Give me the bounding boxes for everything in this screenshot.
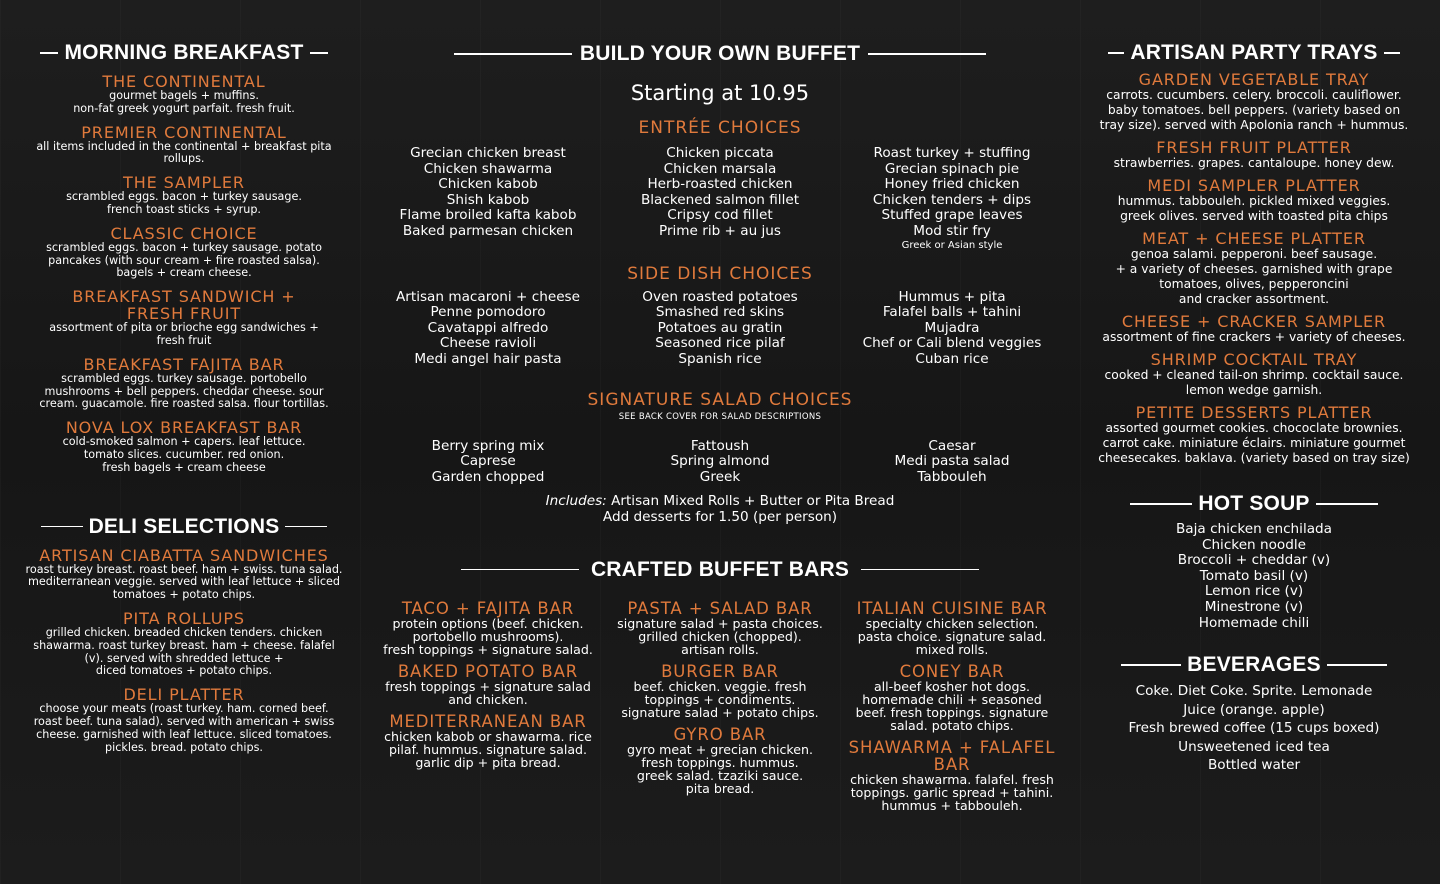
menu-section bbox=[22, 686, 346, 754]
description-line: scrambled eggs. turkey sausage. portobello bbox=[61, 371, 307, 385]
description-line: shawarma. roast turkey breast. ham + cheese. falafel bbox=[33, 638, 335, 652]
hot-soup-header bbox=[1094, 492, 1414, 516]
morning-breakfast-title: MORNING BREAKFAST bbox=[64, 41, 304, 64]
side-dish-item: Chef or Cali blend veggies bbox=[862, 335, 1042, 352]
section-name: PASTA + SALAD BAR bbox=[627, 598, 813, 618]
description-line: mixed rolls. bbox=[915, 641, 989, 657]
section-name: THE CONTINENTAL bbox=[102, 72, 266, 91]
section-name: CLASSIC CHOICE bbox=[110, 223, 258, 243]
description-line: assorted gourmet cookies. chococlate brownies. bbox=[1105, 421, 1403, 435]
section-name: FRESH FRUIT PLATTER bbox=[1156, 138, 1352, 157]
description-line: signature salad + potato chips. bbox=[621, 704, 819, 720]
section-description bbox=[22, 191, 346, 217]
entree-item: Flame broiled kafta kabob bbox=[399, 207, 577, 224]
desserts-text: Add desserts for 1.50 (per person) bbox=[602, 508, 838, 525]
description-line: grilled chicken. breaded chicken tenders. chicken bbox=[45, 625, 323, 639]
soup-item: Chicken noodle bbox=[1201, 536, 1307, 553]
section-name: PETITE DESSERTS PLATTER bbox=[1135, 403, 1373, 422]
description-line: protein options (beef. chicken. bbox=[392, 615, 584, 631]
description-line: grilled chicken (chopped). bbox=[638, 628, 802, 644]
description-line: fresh toppings + signature salad bbox=[385, 678, 591, 694]
section-description bbox=[836, 773, 1068, 812]
menu-section bbox=[1094, 71, 1414, 133]
menu-section bbox=[604, 663, 836, 719]
section-name: TACO + FAJITA BAR bbox=[401, 598, 575, 618]
section-name: MEAT + CHEESE PLATTER bbox=[1142, 229, 1366, 248]
entree-choices-title: ENTRÉE CHOICES bbox=[638, 118, 802, 138]
description-line: gyro meat + grecian chicken. bbox=[627, 741, 813, 757]
entree-item: Grecian spinach pie bbox=[884, 160, 1020, 177]
section-description bbox=[22, 322, 346, 348]
menu-section bbox=[1094, 313, 1414, 345]
morning-breakfast-list bbox=[22, 73, 346, 475]
description-line: pickles. bread. potato chips. bbox=[105, 740, 263, 754]
side-dish-item: Cuban rice bbox=[915, 350, 989, 367]
section-description bbox=[1094, 247, 1414, 307]
entree-item: Honey fried chicken bbox=[884, 176, 1020, 193]
entree-item: Chicken marsala bbox=[663, 160, 777, 177]
section-name: NOVA LOX BREAKFAST BAR bbox=[65, 418, 303, 438]
menu-section bbox=[22, 124, 346, 167]
menu-section bbox=[604, 726, 836, 795]
beverage-item: Juice (orange. apple) bbox=[1183, 701, 1325, 718]
description-line: carrot cake. miniature éclairs. miniature gourmet bbox=[1102, 436, 1406, 450]
soup-item: Lemon rice (v) bbox=[1204, 583, 1304, 600]
beverages-title: BEVERAGES bbox=[1187, 653, 1321, 677]
entree-note: Greek or Asian style bbox=[901, 239, 1003, 251]
section-name: PREMIER CONTINENTAL bbox=[81, 122, 287, 142]
description-line: scrambled eggs. bacon + turkey sausage. potato bbox=[46, 240, 322, 254]
description-line: fresh toppings. hummus. bbox=[641, 754, 799, 770]
section-description bbox=[1094, 88, 1414, 133]
menu-section bbox=[22, 356, 346, 411]
entree-item: Prime rib + au jus bbox=[658, 222, 782, 239]
description-line: all-beef kosher hot dogs. bbox=[873, 678, 1031, 694]
section-description bbox=[836, 617, 1068, 656]
menu-section bbox=[1094, 230, 1414, 307]
description-line: scrambled eggs. bacon + turkey sausage. bbox=[66, 190, 302, 204]
description-line: cheesecakes. baklava. (variety based on tray size) bbox=[1098, 451, 1410, 465]
description-line: lemon wedge garnish. bbox=[1185, 383, 1323, 397]
menu-section bbox=[372, 663, 604, 706]
section-description bbox=[22, 436, 346, 474]
description-line: french toast sticks + syrup. bbox=[107, 202, 261, 216]
entree-item: Baked parmesan chicken bbox=[402, 222, 574, 239]
description-line: salad. potato chips. bbox=[890, 717, 1014, 733]
description-line: beef. fresh toppings. signature bbox=[855, 704, 1049, 720]
deli-selections-header bbox=[22, 515, 346, 539]
crafted-bars-header bbox=[372, 558, 1068, 582]
deli-selections-title: DELI SELECTIONS bbox=[88, 514, 280, 538]
menu-section bbox=[836, 739, 1068, 812]
entree-item: Chicken piccata bbox=[666, 145, 774, 161]
soup-item: Broccoli + cheddar (v) bbox=[1177, 552, 1331, 569]
description-line: choose your meats (roast turkey. ham. corned beef. bbox=[39, 702, 329, 716]
description-line: tray size). served with Apolonia ranch + hummus. bbox=[1099, 118, 1409, 132]
beverage-item: Bottled water bbox=[1207, 757, 1301, 774]
section-name: CONEY BAR bbox=[899, 661, 1005, 681]
includes-label: Includes: bbox=[545, 493, 607, 510]
entree-column-3 bbox=[836, 146, 1068, 251]
entree-column-1 bbox=[372, 146, 604, 251]
description-line: assortment of pita or brioche egg sandwiches + bbox=[49, 321, 319, 335]
beverage-item: Coke. Diet Coke. Sprite. Lemonade bbox=[1135, 683, 1373, 700]
section-name: BAKED POTATO BAR bbox=[397, 661, 579, 681]
description-line: bagels + cream cheese. bbox=[116, 266, 252, 280]
description-line: genoa salami. pepperoni. beef sausage. bbox=[1130, 247, 1378, 261]
description-line: pilaf. hummus. signature salad. bbox=[388, 741, 588, 757]
description-line: hummus. tabbouleh. pickled mixed veggies. bbox=[1117, 194, 1391, 208]
menu-section bbox=[1094, 351, 1414, 398]
section-description bbox=[1094, 330, 1414, 345]
description-line: roast beef. tuna salad). served with american + swiss bbox=[33, 714, 335, 728]
description-line: all items included in the continental + breakfast pita bbox=[36, 139, 332, 153]
description-line: cold-smoked salmon + capers. leaf lettuce. bbox=[62, 435, 306, 449]
salad-column-1 bbox=[372, 439, 604, 486]
section-name: CHEESE + CRACKER SAMPLER bbox=[1121, 312, 1387, 331]
entree-item: Grecian chicken breast bbox=[410, 145, 566, 161]
beverages-list bbox=[1094, 682, 1414, 775]
side-dish-item: Oven roasted potatoes bbox=[642, 288, 798, 305]
description-line: greek olives. served with toasted pita chips bbox=[1120, 209, 1388, 223]
description-line: and chicken. bbox=[448, 691, 528, 707]
description-line: chicken shawarma. falafel. fresh bbox=[850, 771, 1054, 787]
side-dish-item: Hummus + pita bbox=[898, 288, 1006, 305]
side-dish-item: Mujadra bbox=[924, 319, 980, 336]
entree-item: Blackened salmon fillet bbox=[640, 191, 800, 208]
salad-item: Caprese bbox=[460, 453, 516, 470]
description-line: (v). served with shredded lettuce + bbox=[84, 651, 284, 665]
menu-section bbox=[1094, 404, 1414, 466]
description-line: strawberries. grapes. cantaloupe. honey dew. bbox=[1113, 156, 1395, 170]
bars-column bbox=[372, 593, 604, 812]
menu-section bbox=[836, 600, 1068, 656]
description-line: garlic dip + pita bread. bbox=[415, 754, 561, 770]
menu-section bbox=[836, 663, 1068, 732]
entree-item: Chicken kabob bbox=[438, 176, 538, 193]
side-dish-item: Cavatappi alfredo bbox=[427, 319, 549, 336]
crafted-bars-grid bbox=[372, 593, 1068, 812]
section-name: FRESH FRUIT bbox=[126, 304, 242, 324]
salad-column-3 bbox=[836, 439, 1068, 486]
section-name: PITA ROLLUPS bbox=[123, 608, 245, 628]
side-dish-item: Seasoned rice pilaf bbox=[655, 335, 785, 352]
menu-section bbox=[22, 225, 346, 280]
description-line: non-fat greek yogurt parfait. fresh fruit. bbox=[73, 101, 295, 115]
crafted-bars-title: CRAFTED BUFFET BARS bbox=[590, 557, 850, 581]
section-description bbox=[22, 141, 346, 167]
description-line: beef. chicken. veggie. fresh bbox=[633, 678, 807, 694]
description-line: rollups. bbox=[163, 152, 205, 166]
section-description bbox=[1094, 421, 1414, 466]
salad-item: Garden chopped bbox=[431, 468, 545, 485]
party-trays-list bbox=[1094, 71, 1414, 466]
side-dish-item: Falafel balls + tahini bbox=[882, 304, 1022, 321]
section-description bbox=[372, 730, 604, 769]
side-dish-item: Artisan macaroni + cheese bbox=[395, 288, 580, 305]
salad-column-2 bbox=[604, 439, 836, 486]
section-name: BREAKFAST FAJITA BAR bbox=[83, 354, 285, 374]
description-line: artisan rolls. bbox=[681, 641, 759, 657]
party-trays-header bbox=[1094, 41, 1414, 65]
section-name: MEDI SAMPLER PLATTER bbox=[1147, 176, 1361, 195]
menu-section bbox=[22, 288, 346, 348]
description-line: fresh bagels + cream cheese bbox=[102, 460, 266, 474]
description-line: roast turkey breast. roast beef. ham + swiss. tuna salad. bbox=[25, 562, 343, 576]
hot-soup-list bbox=[1094, 522, 1414, 631]
section-description bbox=[22, 564, 346, 602]
buffet-price: Starting at 10.95 bbox=[630, 81, 810, 105]
side-column-3 bbox=[836, 290, 1068, 368]
section-description bbox=[22, 242, 346, 280]
side-column-2 bbox=[604, 290, 836, 368]
description-line: diced tomatoes + potato chips. bbox=[95, 664, 273, 678]
salad-item: Spring almond bbox=[670, 453, 770, 470]
description-line: assortment of fine crackers + variety of cheeses. bbox=[1102, 330, 1406, 344]
description-line: tomato slices. cucumber. red onion. bbox=[83, 447, 285, 461]
description-line: signature salad + pasta choices. bbox=[617, 615, 823, 631]
description-line: + a variety of cheeses. garnished with grape bbox=[1115, 262, 1393, 276]
section-description bbox=[836, 680, 1068, 732]
description-line: cream. guacamole. fire roasted salsa. flour tortillas. bbox=[39, 397, 329, 411]
menu-section bbox=[22, 174, 346, 217]
salad-item: Caesar bbox=[928, 437, 976, 454]
salad-choices-title: SIGNATURE SALAD CHOICES bbox=[587, 389, 853, 410]
section-description bbox=[1094, 194, 1414, 224]
section-name: GYRO BAR bbox=[673, 724, 767, 744]
section-description bbox=[604, 680, 836, 719]
menu-section bbox=[1094, 139, 1414, 171]
section-name: SHRIMP COCKTAIL TRAY bbox=[1150, 350, 1358, 369]
salad-item: Medi pasta salad bbox=[894, 453, 1010, 470]
entree-item: Herb-roasted chicken bbox=[647, 176, 793, 193]
section-description bbox=[22, 627, 346, 678]
morning-breakfast-header bbox=[22, 41, 346, 65]
center-column bbox=[372, 0, 1068, 812]
side-dish-item: Potatoes au gratin bbox=[657, 319, 783, 336]
section-name: ARTISAN CIABATTA SANDWICHES bbox=[39, 545, 329, 565]
description-line: chicken kabob or shawarma. rice bbox=[384, 728, 592, 744]
section-name: THE SAMPLER bbox=[123, 173, 245, 193]
description-line: hummus + tabbouleh. bbox=[881, 797, 1023, 813]
buffet-title: BUILD YOUR OWN BUFFET bbox=[579, 42, 861, 65]
description-line: fresh toppings + signature salad. bbox=[383, 641, 593, 657]
section-name: DELI PLATTER bbox=[123, 685, 245, 705]
menu-section bbox=[22, 547, 346, 602]
section-name: SHAWARMA + FALAFEL BAR bbox=[848, 737, 1056, 774]
description-line: toppings. garlic spread + tahini. bbox=[850, 784, 1054, 800]
entree-item: Mod stir fry bbox=[913, 222, 991, 239]
description-line: pasta choice. signature salad. bbox=[857, 628, 1047, 644]
section-description bbox=[22, 90, 346, 116]
side-dish-item: Cheese ravioli bbox=[439, 335, 537, 352]
description-line: toppings + condiments. bbox=[644, 691, 796, 707]
entree-item: Shish kabob bbox=[446, 191, 530, 208]
soup-item: Homemade chili bbox=[1198, 614, 1310, 631]
section-description bbox=[372, 680, 604, 706]
entree-item: Chicken tenders + dips bbox=[872, 191, 1032, 208]
description-line: carrots. cucumbers. celery. broccoli. cauliflower. bbox=[1106, 88, 1402, 102]
description-line: mediterranean veggie. served with leaf lettuce + sliced bbox=[27, 575, 341, 589]
entree-item: Roast turkey + stuffing bbox=[873, 145, 1031, 161]
soup-item: Tomato basil (v) bbox=[1199, 567, 1309, 584]
section-name: BREAKFAST SANDWICH + bbox=[72, 287, 296, 307]
section-description bbox=[604, 743, 836, 795]
includes-text: Artisan Mixed Rolls + Butter or Pita Bread bbox=[606, 493, 895, 510]
description-line: cooked + cleaned tail-on shrimp. cocktail sauce. bbox=[1104, 368, 1404, 382]
description-line: pita bread. bbox=[685, 780, 755, 796]
menu-section bbox=[372, 600, 604, 656]
description-line: pancakes (with sour cream + fire roasted salsa). bbox=[48, 253, 320, 267]
salad-item: Tabbouleh bbox=[917, 468, 987, 485]
deli-selections-list bbox=[22, 547, 346, 755]
section-name: ITALIAN CUISINE BAR bbox=[856, 598, 1048, 618]
bars-column bbox=[604, 593, 836, 812]
side-dish-item: Medi angel hair pasta bbox=[414, 350, 562, 367]
side-dish-item: Spanish rice bbox=[678, 350, 762, 367]
section-description bbox=[22, 373, 346, 411]
entree-item: Stuffed grape leaves bbox=[881, 207, 1023, 224]
description-line: gourmet bagels + muffins. bbox=[109, 89, 259, 102]
soup-item: Minestrone (v) bbox=[1204, 598, 1304, 615]
section-description bbox=[604, 617, 836, 656]
section-description bbox=[1094, 368, 1414, 398]
buffet-includes bbox=[372, 494, 1068, 525]
menu-section bbox=[22, 419, 346, 474]
section-name: MEDITERRANEAN BAR bbox=[389, 711, 587, 731]
right-column bbox=[1094, 0, 1414, 775]
beverages-header bbox=[1094, 653, 1414, 677]
hot-soup-title: HOT SOUP bbox=[1198, 492, 1310, 515]
description-line: fresh fruit bbox=[156, 333, 212, 347]
salad-item: Greek bbox=[699, 468, 741, 485]
party-trays-title: ARTISAN PARTY TRAYS bbox=[1130, 41, 1378, 64]
soup-item: Baja chicken enchilada bbox=[1175, 521, 1333, 537]
description-line: and cracker assortment. bbox=[1178, 292, 1330, 306]
beverage-item: Unsweetened iced tea bbox=[1178, 738, 1330, 755]
description-line: cheese. garnished with leaf lettuce. sliced tomatoes. bbox=[36, 727, 332, 741]
salad-item: Berry spring mix bbox=[431, 437, 545, 454]
entree-choices-grid bbox=[372, 146, 1068, 251]
entree-item: Chicken shawarma bbox=[423, 160, 553, 177]
menu-section bbox=[372, 713, 604, 769]
description-line: mushrooms + bell peppers. cheddar cheese. sour bbox=[44, 384, 324, 398]
salad-item: Fattoush bbox=[690, 437, 750, 454]
side-dish-item: Smashed red skins bbox=[655, 304, 785, 321]
section-description bbox=[1094, 156, 1414, 171]
salad-grid bbox=[372, 439, 1068, 486]
section-name: GARDEN VEGETABLE TRAY bbox=[1138, 70, 1370, 89]
beverage-item: Fresh brewed coffee (15 cups boxed) bbox=[1128, 720, 1380, 737]
bars-column bbox=[836, 593, 1068, 812]
description-line: homemade chili + seasoned bbox=[862, 691, 1042, 707]
section-description bbox=[372, 617, 604, 656]
buffet-header bbox=[372, 42, 1068, 66]
section-name: BURGER BAR bbox=[661, 661, 779, 681]
description-line: baby tomatoes. bell peppers. (variety based on bbox=[1107, 103, 1401, 117]
side-dish-grid bbox=[372, 290, 1068, 368]
menu-section bbox=[1094, 177, 1414, 224]
description-line: specialty chicken selection. bbox=[865, 615, 1039, 631]
description-line: tomatoes, olives, pepperoncini bbox=[1159, 277, 1349, 291]
menu-section bbox=[604, 600, 836, 656]
left-column bbox=[22, 0, 346, 754]
side-dish-title: SIDE DISH CHOICES bbox=[627, 263, 813, 284]
salad-note: SEE BACK COVER FOR SALAD DESCRIPTIONS bbox=[618, 411, 822, 422]
side-column-1 bbox=[372, 290, 604, 368]
entree-column-2 bbox=[604, 146, 836, 251]
description-line: portobello mushrooms). bbox=[412, 628, 564, 644]
side-dish-item: Penne pomodoro bbox=[430, 304, 546, 321]
description-line: greek salad. tzaziki sauce. bbox=[636, 767, 804, 783]
description-line: tomatoes + potato chips. bbox=[112, 588, 256, 602]
menu-section bbox=[22, 610, 346, 678]
entree-item: Cripsy cod fillet bbox=[667, 207, 773, 224]
menu-section bbox=[22, 73, 346, 116]
section-description bbox=[22, 703, 346, 754]
